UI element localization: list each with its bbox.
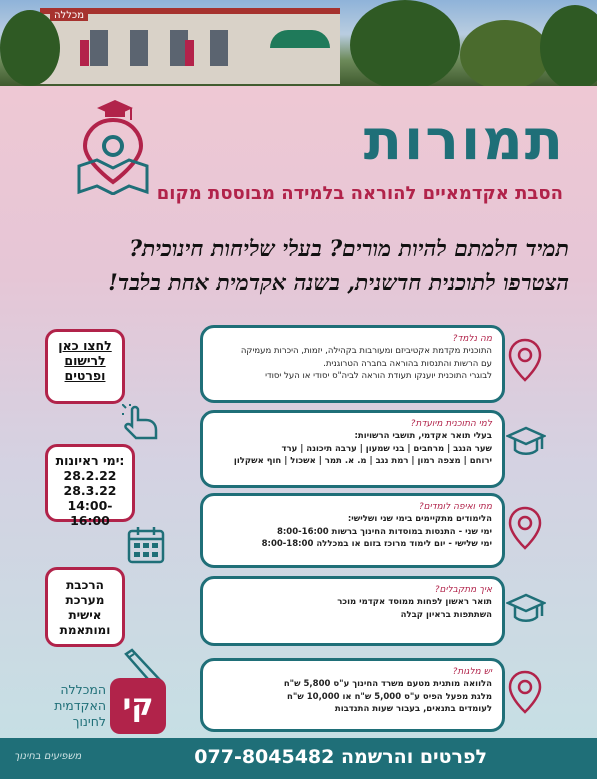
logo-mark: קי	[110, 678, 166, 734]
location-pin-icon	[508, 670, 542, 714]
tree	[350, 0, 460, 86]
green-canopy	[270, 30, 330, 48]
info-card-who	[200, 410, 505, 488]
card-heading: מה נלמד?	[452, 334, 492, 344]
banner-flag	[185, 40, 194, 66]
card-line: בעלי תואר אקדמי, תושבי הרשויות:	[354, 431, 492, 441]
logo-name-line: האקדמית	[54, 698, 106, 713]
card-line: ירוחם | מצפה רמון | רמת נגב | מ. א. תמר | אשכול | חוף אשקלון	[233, 456, 492, 466]
location-pin-icon	[508, 338, 542, 382]
card-line: לבוגרי התוכנית יוענקו תעודת הוראה לביה"ס יסודי או העל יסודי	[265, 371, 492, 381]
register-label: ופרטים	[64, 368, 106, 383]
register-label: לחצו כאן	[58, 338, 112, 353]
campus-photo	[0, 0, 597, 86]
page-subtitle: הסבת אקדמאיים להוראה בלמידה מבוססת מקום	[156, 183, 563, 204]
footer-tagline: משפיעים בחינוך	[14, 751, 82, 762]
interview-date: 28.2.22	[63, 468, 117, 483]
page-title: תמורות	[363, 108, 565, 173]
info-card-scholarships	[200, 658, 505, 732]
info-card-what	[200, 325, 505, 403]
card-line: לעומדים בתנאים, בעבור שעות התנדבות	[334, 704, 492, 714]
graduation-cap-icon	[506, 592, 546, 626]
card-line: תואר ראשון לפחות ממוסד אקדמי מוכר	[337, 597, 492, 607]
interview-days-box	[45, 444, 135, 528]
footer-bar	[0, 738, 597, 779]
personal-line: מערכת	[65, 593, 105, 607]
tap-hand-icon	[122, 404, 162, 440]
building-window	[130, 30, 148, 66]
register-label: לרישום	[64, 353, 106, 368]
logo-name-line: לחינוך	[72, 714, 106, 729]
graduation-cap-icon	[506, 425, 546, 459]
contact-phone[interactable]: לפרטים והרשמה 077-8045482	[194, 746, 487, 768]
register-button[interactable]	[45, 329, 125, 404]
building-window	[90, 30, 108, 66]
card-heading: יש מלגות?	[452, 667, 492, 677]
building-sign: מכללה	[50, 10, 88, 21]
info-card-when	[200, 493, 505, 568]
tree	[0, 10, 60, 86]
calendar-icon	[126, 525, 166, 565]
banner-flag	[80, 40, 89, 66]
card-line: שער הנגב | מרחבים | בני שמעון | ערבה תיכונה | ערד	[281, 443, 492, 454]
card-heading: למי התוכנית מיועדת?	[410, 419, 492, 429]
card-line: השתתפות בראיון קבלה	[400, 609, 492, 620]
personal-line: ומותאמת	[59, 623, 111, 637]
logo-name-line: המכללה	[60, 682, 106, 697]
personal-line: הרכבת	[66, 578, 104, 592]
card-line: ימי שני - התנסות במוסדות החינוך ברשות 8:00-16:00	[276, 526, 492, 537]
card-line: הלימודים מתקיימים בימי שני ושלישי:	[347, 514, 492, 524]
slogan-line-2: הצטרפו לתוכנית חדשנית, בשנה אקדמית אחת בלבד!	[108, 270, 569, 296]
tree	[540, 5, 597, 86]
personal-line: אישית	[68, 608, 102, 622]
location-pin-icon	[508, 506, 542, 550]
building-window	[210, 30, 228, 66]
slogan-line-1: תמיד חלמתם להיות מורים? בעלי שליחות חינוכית?	[129, 236, 569, 262]
card-line: עם הרשות והתנסות בהוראה בחברה הטרוגנית.	[323, 358, 492, 369]
card-line: מלגת מפעל הפיס ע"ס 5,000 ש"ח או 10,000 ש"ח	[287, 691, 492, 702]
interview-title: ימי ראיונות:	[55, 453, 125, 468]
card-heading: מתי ואיפה לומדים?	[418, 502, 492, 512]
card-heading: איך מתקבלים?	[434, 585, 492, 595]
logo-name	[28, 682, 106, 730]
tree	[460, 20, 550, 86]
card-line: ימי שלישי - יום לימוד מרוכז בזום או במכללה 8:00-18:00	[261, 539, 492, 549]
interview-date: 28.3.22	[63, 483, 117, 498]
card-line: התוכנית מקדמת אקטיביזם ומעורבות בקהילה, יזמות, היכרות מעמיקה	[240, 346, 492, 356]
personal-schedule-box	[45, 567, 125, 647]
map-pin-graduation-icon	[75, 100, 151, 195]
card-line: הלוואה מותנית מטעם משרד החינוך ע"ס 5,800 ש"ח	[283, 679, 492, 689]
info-card-how	[200, 576, 505, 646]
interview-hours: 14:00-16:00	[67, 498, 113, 528]
